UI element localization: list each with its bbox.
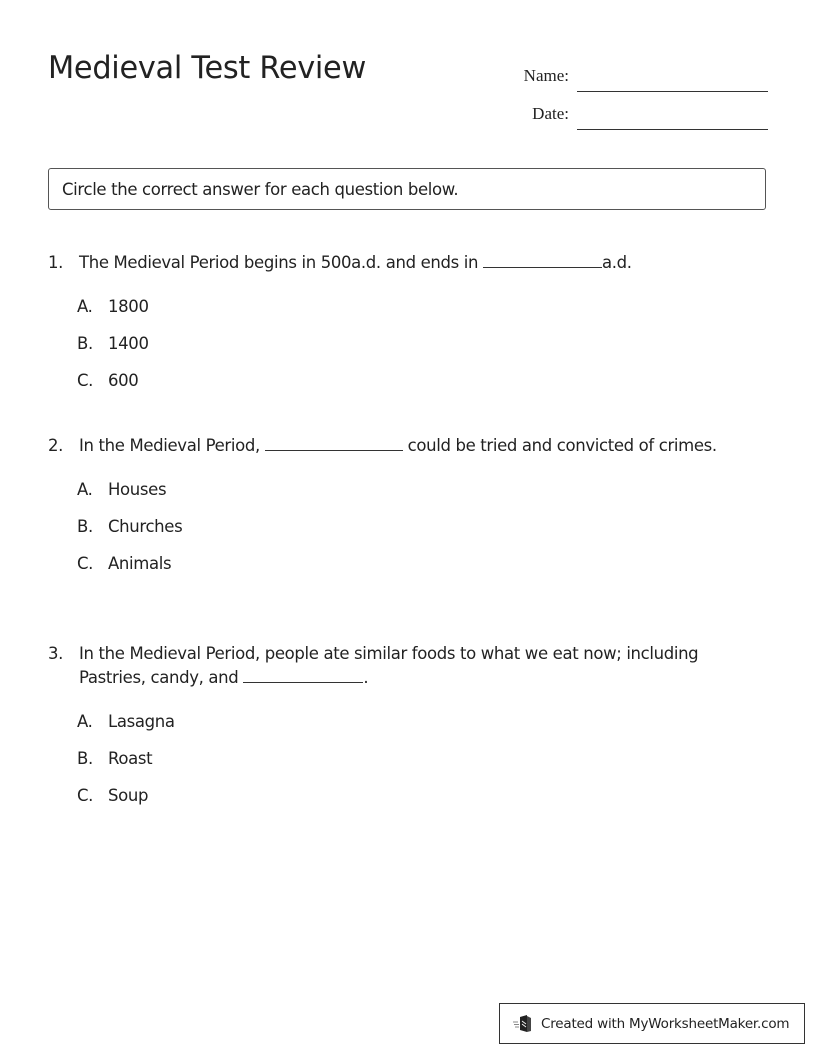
option-c[interactable] [77, 784, 728, 821]
option-text: 600 [108, 371, 139, 390]
name-field-row [508, 52, 768, 90]
option-text: Animals [108, 554, 172, 573]
option-letter: C. [77, 371, 94, 390]
created-with-badge[interactable] [499, 1003, 805, 1044]
answer-blank [483, 251, 602, 268]
option-text: Lasagna [108, 712, 175, 731]
option-c[interactable] [77, 369, 728, 406]
option-letter: A. [77, 480, 93, 499]
answer-blank [265, 434, 403, 451]
date-label: Date: [532, 104, 569, 123]
option-text: Churches [108, 517, 183, 536]
instructions-text: Circle the correct answer for each question below. [62, 179, 459, 199]
answer-options [48, 295, 728, 406]
option-text: Roast [108, 749, 153, 768]
question-text-before: In the Medieval Period, people ate similar foods to what we eat now; including Pastries, candy, and [79, 644, 699, 687]
option-text: 1800 [108, 297, 149, 316]
option-letter: C. [77, 786, 94, 805]
option-letter: B. [77, 749, 93, 768]
instructions-box [48, 168, 766, 210]
question-text-after: . [363, 668, 369, 687]
option-a[interactable] [77, 295, 728, 332]
option-a[interactable] [77, 478, 728, 515]
worksheet-maker-logo-icon [512, 1014, 534, 1034]
page-title: Medieval Test Review [48, 50, 367, 86]
question-2 [48, 434, 728, 589]
question-text [79, 434, 728, 458]
question-3 [48, 642, 728, 821]
question-text-after: a.d. [602, 253, 632, 272]
option-text: 1400 [108, 334, 149, 353]
question-1 [48, 251, 728, 406]
option-letter: C. [77, 554, 94, 573]
option-c[interactable] [77, 552, 728, 589]
name-label: Name: [523, 66, 569, 85]
name-field[interactable] [577, 69, 768, 92]
question-text-after: could be tried and convicted of crimes. [402, 436, 717, 455]
answer-options [48, 478, 728, 589]
question-number: 2. [48, 436, 64, 455]
option-letter: B. [77, 334, 93, 353]
date-field[interactable] [577, 107, 768, 130]
question-text-before: The Medieval Period begins in 500a.d. and ends in [79, 253, 484, 272]
option-letter: B. [77, 517, 93, 536]
question-number: 1. [48, 253, 64, 272]
option-b[interactable] [77, 515, 728, 552]
question-text [79, 251, 728, 275]
option-letter: A. [77, 297, 93, 316]
badge-text: Created with MyWorksheetMaker.com [541, 1015, 790, 1032]
option-letter: A. [77, 712, 93, 731]
option-text: Soup [108, 786, 149, 805]
student-info-fields [508, 52, 768, 128]
option-a[interactable] [77, 710, 728, 747]
option-b[interactable] [77, 747, 728, 784]
question-text-before: In the Medieval Period, [79, 436, 265, 455]
date-field-row [508, 90, 768, 128]
question-text [79, 642, 728, 690]
option-b[interactable] [77, 332, 728, 369]
answer-options [48, 710, 728, 821]
option-text: Houses [108, 480, 167, 499]
question-number: 3. [48, 644, 64, 663]
answer-blank [243, 666, 363, 683]
